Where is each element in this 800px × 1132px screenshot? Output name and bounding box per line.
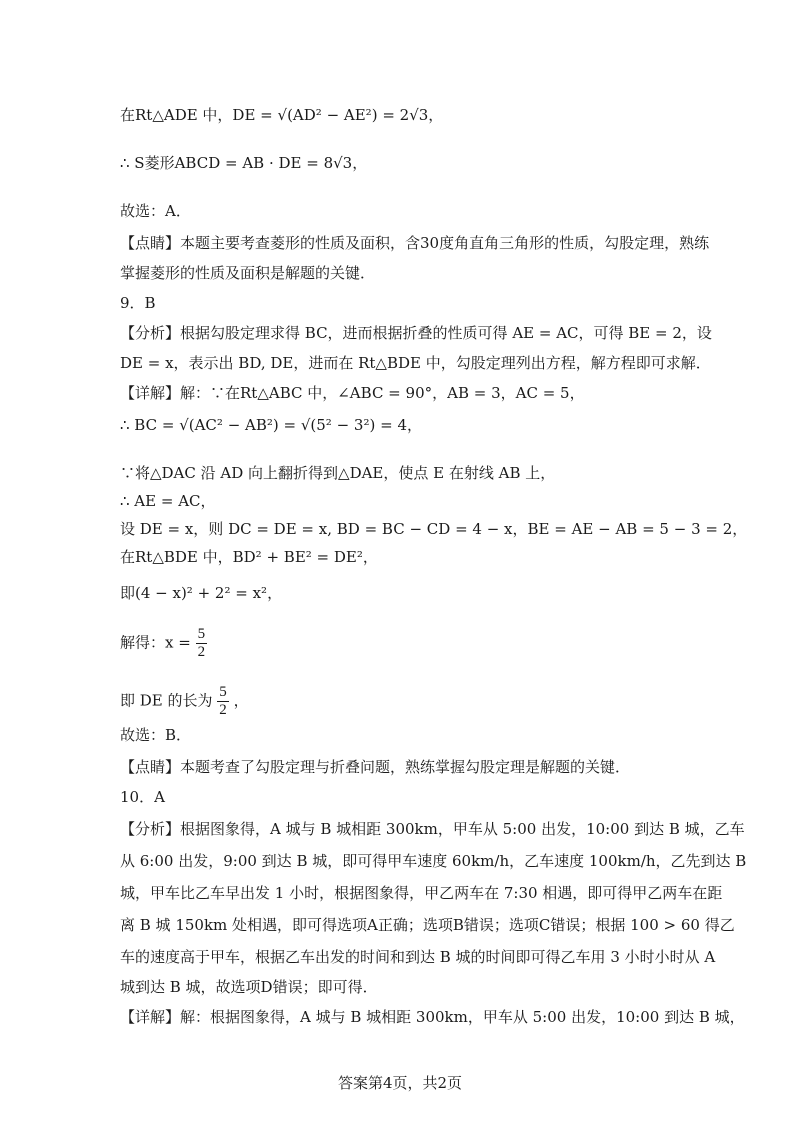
text-line: 故选：B． [120, 726, 192, 744]
text-line: ∵将△DAC 沿 AD 向上翻折得到△DAE，使点 E 在射线 AB 上， [120, 464, 556, 482]
fraction [196, 626, 208, 661]
fraction-numerator: 5 [197, 626, 206, 642]
answer-label: 即 DE 的长为 [120, 691, 213, 710]
comma: ， [233, 691, 249, 710]
text-line: ∴ S菱形ABCD = AB · DE = 8√3， [120, 154, 368, 172]
text-line: 车的速度高于甲车，根据乙车出发的时间和到达 B 城的时间即可得乙车用 3 小时小时从 A [120, 948, 716, 966]
text-line: 即(4 − x)² + 2² = x²， [120, 584, 283, 602]
text-line: 【详解】解：根据图象得，A 城与 B 城相距 300km，甲车从 5:00 出发，10:00 到达 B 城， [120, 1008, 745, 1026]
fraction-numerator: 5 [219, 684, 227, 700]
fraction-denominator: 2 [219, 702, 227, 718]
text-line: 设 DE = x，则 DC = DE = x, BD = BC − CD = 4 − x，BE = AE − AB = 5 − 3 = 2， [120, 520, 748, 538]
text-line: 城到达 B 城，故选项D错误；即可得． [120, 978, 378, 996]
text-line: DE = x，表示出 BD, DE，进而在 Rt△BDE 中，勾股定理列出方程，解方程即可求解． [120, 354, 711, 372]
text-line: 城，甲车比乙车早出发 1 小时，根据图象得，甲乙两车在 7:30 相遇，即可得甲乙两车在距 [120, 884, 723, 902]
text-line [120, 626, 760, 661]
text-line: ∴ AE = AC， [120, 492, 216, 510]
text-line: 在Rt△ADE 中，DE = √(AD² − AE²) = 2√3， [120, 106, 444, 124]
text-line: 离 B 城 150km 处相遇，即可得选项A正确；选项B错误；选项C错误；根据 100 > 60 得乙 [120, 916, 735, 934]
text-line: 故选：A． [120, 202, 191, 220]
text-line: ∴ BC = √(AC² − AB²) = √(5² − 3²) = 4， [120, 416, 422, 434]
question-number: 9．B [120, 294, 156, 312]
solve-label: 解得：x = [120, 633, 191, 652]
text-line: 掌握菱形的性质及面积是解题的关键． [120, 264, 376, 282]
fraction-denominator: 2 [197, 644, 206, 660]
text-line: 【分析】根据图象得，A 城与 B 城相距 300km，甲车从 5:00 出发，10:00 到达 B 城，乙车 [120, 820, 745, 838]
text-line: 在Rt△BDE 中，BD² + BE² = DE²， [120, 548, 378, 566]
text-line: 【分析】根据勾股定理求得 BC，进而根据折叠的性质可得 AE = AC，可得 BE = 2，设 [120, 324, 712, 342]
text-line [120, 684, 760, 719]
question-number: 10．A [120, 788, 165, 806]
text-line: 【点睛】本题主要考查菱形的性质及面积，含30度角直角三角形的性质，勾股定理，熟练 [120, 234, 710, 252]
text-line: 从 6:00 出发，9:00 到达 B 城，即可得甲车速度 60km/h，乙车速度 100km/h，乙先到达 B [120, 852, 747, 870]
text-line: 【点睛】本题考查了勾股定理与折叠问题，熟练掌握勾股定理是解题的关键． [120, 758, 631, 776]
page-footer: 答案第4页，共2页 [337, 1074, 463, 1092]
fraction [217, 684, 229, 719]
text-line: 【详解】解：∵在Rt△ABC 中，∠ABC = 90°，AB = 3，AC = 5， [120, 384, 585, 402]
